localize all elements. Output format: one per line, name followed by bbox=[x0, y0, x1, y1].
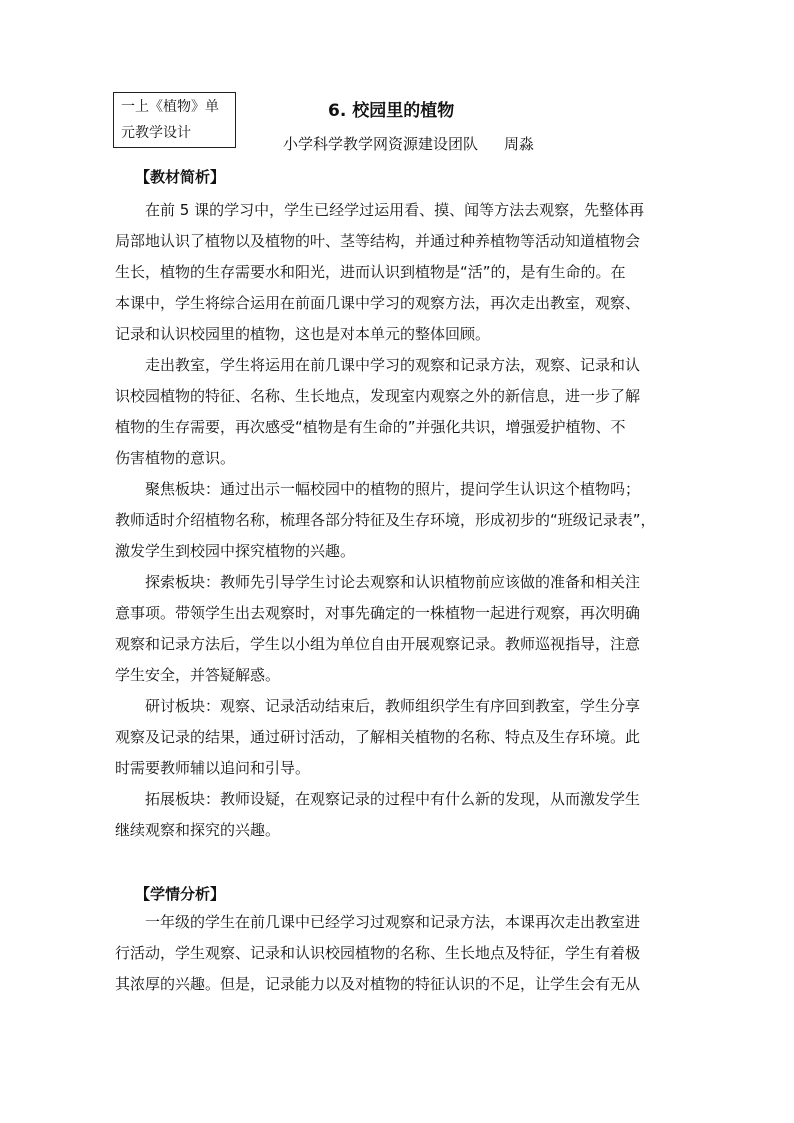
paragraph-line: 识校园植物的特征、名称、生长地点，发现室内观察之外的新信息，进一步了解 bbox=[115, 387, 641, 405]
unit-label-box bbox=[113, 92, 236, 148]
paragraph-line: 研讨板块：观察、记录活动结束后，教师组织学生有序回到教室，学生分享 bbox=[145, 697, 641, 715]
paragraph-line: 在前 5 课的学习中，学生已经学过运用看、摸、闻等方法去观察，先整体再 bbox=[145, 201, 645, 219]
paragraph-line: 走出教室，学生将运用在前几课中学习的观察和记录方法，观察、记录和认 bbox=[145, 356, 641, 374]
paragraph-line: 行活动，学生观察、记录和认识校园植物的名称、生长地点及特征，学生有着极 bbox=[115, 944, 641, 962]
paragraph-line: 探索板块：教师先引导学生讨论去观察和认识植物前应该做的准备和相关注 bbox=[145, 573, 641, 591]
paragraph-line: 植物的生存需要，再次感受“植物是有生命的”并强化共识，增强爱护植物、不 bbox=[115, 418, 626, 436]
unit-label-line-2: 元教学设计 bbox=[121, 125, 191, 141]
author-name: 周淼 bbox=[504, 135, 535, 153]
author-line bbox=[283, 133, 534, 154]
section-heading-textbook-analysis: 【教材简析】 bbox=[135, 168, 226, 186]
paragraph-line: 局部地认识了植物以及植物的叶、茎等结构，并通过种养植物等活动知道植物会 bbox=[115, 232, 641, 250]
paragraph-line: 其浓厚的兴趣。但是，记录能力以及对植物的特征认识的不足，让学生会有无从 bbox=[115, 975, 641, 993]
paragraph-line: 教师适时介绍植物名称，梳理各部分特征及生存环境，形成初步的“班级记录表”， bbox=[115, 511, 656, 529]
paragraph-line: 生长，植物的生存需要水和阳光，进而认识到植物是“活”的，是有生命的。在 bbox=[115, 263, 626, 281]
section-heading-student-analysis: 【学情分析】 bbox=[135, 885, 226, 903]
paragraph-line: 观察及记录的结果，通过研讨活动，了解相关植物的名称、特点及生存环境。此 bbox=[115, 728, 641, 746]
paragraph-line: 本课中，学生将综合运用在前面几课中学习的观察方法，再次走出教室，观察、 bbox=[115, 294, 641, 312]
lesson-title: 6. 校园里的植物 bbox=[328, 101, 455, 121]
paragraph-line: 伤害植物的意识。 bbox=[115, 449, 236, 467]
paragraph-line: 观察和记录方法后，学生以小组为单位自由开展观察记录。教师巡视指导，注意 bbox=[115, 635, 641, 653]
paragraph-line: 时需要教师辅以追问和引导。 bbox=[115, 759, 311, 777]
paragraph-line: 激发学生到校园中探究植物的兴趣。 bbox=[115, 542, 356, 560]
paragraph-line: 记录和认识校园里的植物，这也是对本单元的整体回顾。 bbox=[115, 325, 491, 343]
paragraph-line: 意事项。带领学生出去观察时，对事先确定的一株植物一起进行观察，再次明确 bbox=[115, 604, 641, 622]
paragraph-line: 拓展板块：教师设疑，在观察记录的过程中有什么新的发现，从而激发学生 bbox=[145, 790, 641, 808]
paragraph-line: 学生安全，并答疑解惑。 bbox=[115, 666, 281, 684]
unit-label-line-1: 一上《植物》单 bbox=[121, 99, 219, 115]
paragraph-line: 继续观察和探究的兴趣。 bbox=[115, 821, 281, 839]
paragraph-line: 聚焦板块：通过出示一幅校园中的植物的照片，提问学生认识这个植物吗； bbox=[145, 480, 641, 498]
author-team: 小学科学教学网资源建设团队 bbox=[283, 135, 479, 153]
paragraph-line: 一年级的学生在前几课中已经学习过观察和记录方法，本课再次走出教室进 bbox=[145, 913, 641, 931]
